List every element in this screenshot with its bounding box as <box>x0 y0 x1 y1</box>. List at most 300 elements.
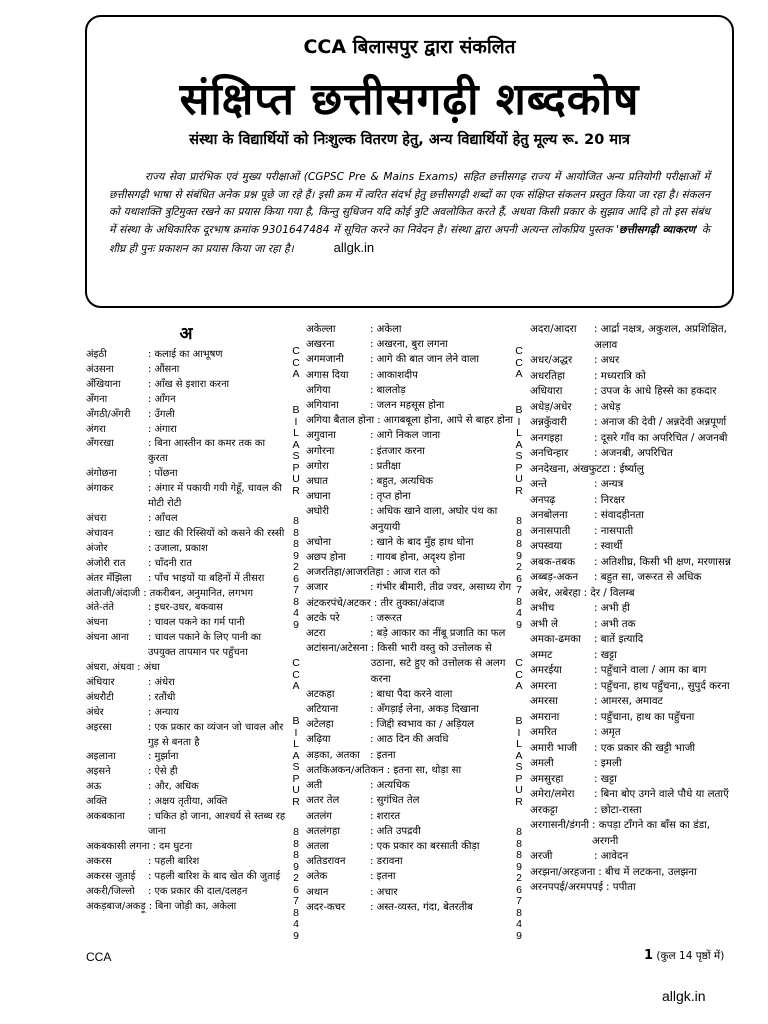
entry-meaning: : अभी ही <box>594 601 735 617</box>
dictionary-entry <box>530 446 735 462</box>
entry-word: अक्ति <box>86 796 108 808</box>
entry-word: अदर-कचर <box>306 901 346 913</box>
dictionary-entry <box>530 679 735 695</box>
entry-meaning: : अखरना, बुरा लगना <box>370 337 516 352</box>
entry-word: अकरी/जिल्लो <box>86 885 135 897</box>
dictionary-entry <box>530 880 735 896</box>
entry-word: अकबकासी लगना <box>86 840 150 852</box>
entry-word: अड़का, अतका <box>306 749 360 761</box>
entry-word: अगोरना <box>306 445 335 457</box>
dictionary-entry <box>86 393 286 408</box>
entry-word: अचोना <box>306 536 331 548</box>
dictionary-entry <box>86 780 286 795</box>
entry-meaning: : जरूरत <box>370 611 516 626</box>
dictionary-entry <box>86 378 286 393</box>
entry-word: अमराना <box>530 710 560 723</box>
dictionary-entry <box>86 855 286 870</box>
entry-word: अमरित <box>530 726 557 738</box>
dictionary-column-1 <box>86 322 286 914</box>
entry-meaning: : खट्टा <box>594 648 735 664</box>
page-title: संक्षिप्त छत्तीसगढ़ी शब्दकोष <box>179 74 640 125</box>
entry-word: अकेल्ला <box>306 324 336 335</box>
dictionary-column-3 <box>530 322 735 896</box>
entry-word: अरजी <box>530 850 553 862</box>
entry-word: अटियाना <box>306 704 339 716</box>
dictionary-entry <box>530 632 735 648</box>
entry-meaning: : अन्यत्र <box>594 477 735 493</box>
entry-meaning: : पहली बारिश <box>148 855 286 870</box>
entry-meaning: : बीच में लटकना, उलझना <box>598 865 735 881</box>
entry-meaning: : अंधा <box>137 661 286 676</box>
dictionary-entry <box>306 793 516 808</box>
entry-word: अंताजी/अंदाजी <box>86 587 141 599</box>
entry-word: अनासपाती <box>530 524 571 537</box>
entry-word: अतकिअकन/अतिकन <box>306 764 384 776</box>
dictionary-entry <box>530 648 735 664</box>
entry-meaning: : कपड़ा टाँगने का बाँस का डंडा, अरगनी <box>592 818 735 849</box>
entry-word: अरगासनी/डंगनी <box>530 819 590 831</box>
entry-word: अतलंग <box>306 810 332 822</box>
entry-word: अघोरी <box>306 506 330 518</box>
dictionary-entry <box>306 885 516 900</box>
dictionary-entry <box>530 570 735 586</box>
entry-word: अतिडरावन <box>306 856 346 868</box>
entry-meaning: : शरारत <box>370 809 516 824</box>
dictionary-entry <box>530 524 735 540</box>
entry-word: अंचरा <box>86 512 107 524</box>
entry-word: अती <box>306 780 323 792</box>
entry-word: अंतर मँझिला <box>86 572 132 584</box>
dictionary-entry <box>306 337 516 352</box>
dictionary-entry <box>530 710 735 726</box>
dictionary-entry <box>306 444 516 459</box>
header-site-link[interactable]: allgk.in <box>333 240 375 255</box>
dictionary-entry <box>530 787 735 803</box>
entry-word: अढ़िया <box>306 734 331 746</box>
entry-word: अंटकरपंचे/अटकर <box>306 597 371 609</box>
dictionary-entry <box>530 462 735 478</box>
entry-word: अन्ते <box>530 478 547 490</box>
dictionary-entry <box>86 572 286 587</box>
entry-word: अइलाना <box>86 751 116 763</box>
entry-word: अगास दिया <box>306 369 349 381</box>
side-label-phone: 8 8 8 9 2 6 7 8 4 9 <box>516 826 522 942</box>
entry-word: अँखियाना <box>86 378 121 390</box>
entry-word: अँगठी/अँगरी <box>86 408 131 420</box>
dictionary-entry <box>530 601 735 617</box>
entry-meaning: : अस्त-व्यस्त, गंदा, बेतरतीब <box>370 900 516 915</box>
entry-word: अजरतिहा/आजरतिहा <box>306 567 384 579</box>
side-label-city: B I L A S P U R <box>515 715 523 808</box>
entry-meaning: : अभी तक <box>594 617 735 633</box>
entry-meaning: : बड़े आकार का नींबू प्रजाति का फल <box>370 626 516 641</box>
side-label-phone: 8 8 8 9 2 6 7 8 4 9 <box>293 515 299 631</box>
entry-meaning: : और, अधिक <box>148 780 286 795</box>
entry-meaning: : देर / विलम्ब <box>584 586 735 602</box>
entry-meaning: : ईर्ष्यालु <box>613 462 735 478</box>
entry-word: अरझना/अरहजना <box>530 865 596 878</box>
entry-meaning: : जिद्दी स्वभाव का / अड़ियल <box>370 717 516 732</box>
dictionary-entry <box>530 508 735 524</box>
dictionary-entry <box>306 565 516 580</box>
entry-word: अकबकाना <box>86 811 125 823</box>
entry-meaning: : बहुत, अत्यधिक <box>370 474 516 489</box>
entry-word: अमेरा/लमेरा <box>530 788 575 800</box>
entry-meaning: : चावल पकने का गर्म पानी <box>148 616 286 631</box>
dictionary-entry <box>530 353 735 369</box>
entry-meaning: : एक प्रकार की खट्टी भाजी <box>594 741 735 757</box>
entry-meaning: : चकित हो जाना, आश्चर्य से स्तब्ध रह जाना <box>148 810 286 840</box>
dictionary-entry <box>306 398 516 413</box>
entry-word: अधेड़/अधेर <box>530 400 572 413</box>
dictionary-entry <box>86 587 286 602</box>
dictionary-entry <box>306 535 516 550</box>
entry-word: अनगइहा <box>530 431 563 444</box>
dictionary-entry <box>86 900 286 915</box>
entry-word: अकरस जुताई <box>86 870 136 882</box>
entry-word: अइरसा <box>86 721 112 733</box>
entry-word: अरनपपई/अरमपपई <box>530 881 604 893</box>
entry-meaning: : ऐसे ही <box>148 765 286 780</box>
dictionary-entry <box>530 725 735 741</box>
entry-meaning: : उजाला, प्रकाश <box>148 542 286 557</box>
entry-meaning: : आगे निकल जाना <box>370 428 516 443</box>
entry-word: अजार <box>306 582 328 594</box>
entry-meaning: : पहुँचना, हाथ पहुँचना,, सुपुर्द करना <box>594 679 735 695</box>
dictionary-entry <box>86 557 286 572</box>
entry-word: अंधियार <box>86 676 115 688</box>
dictionary-entry <box>86 795 286 810</box>
entry-word: अंचावन <box>86 527 114 539</box>
entry-meaning: : अंधेरा <box>148 676 286 691</box>
entry-meaning: : तृप्त होना <box>370 489 516 504</box>
entry-meaning: : अत्यधिक <box>370 778 516 793</box>
dictionary-entry <box>86 616 286 631</box>
dictionary-entry <box>86 437 286 467</box>
entry-meaning: : डरावना <box>370 854 516 869</box>
side-label-cca: C C A <box>515 345 523 380</box>
dictionary-entry <box>306 763 516 778</box>
entry-meaning: : कलाई का आभूषण <box>148 348 286 363</box>
entry-word: अंउसना <box>86 363 114 375</box>
entry-word: अघाना <box>306 491 331 503</box>
entry-meaning: : पहुँचाना, हाथ का पहुँचना <box>594 710 735 726</box>
side-label-cca: C C A <box>515 657 523 692</box>
entry-meaning: : बिना बोए उगने वाले पौधे या लताएँ <box>594 787 735 803</box>
entry-word: अनदेखना, अंखफुटटा <box>530 462 610 475</box>
entry-meaning: : दूसरे गाँव का अपरिचित / अजनबी <box>594 431 735 447</box>
dictionary-entry <box>306 596 516 611</box>
entry-word: अगिया <box>306 384 331 396</box>
entry-meaning: : आगे की बात जान लेने वाला <box>370 352 516 367</box>
entry-word: अघात <box>306 476 329 488</box>
entry-word: अइसने <box>86 766 111 778</box>
dictionary-entry <box>530 555 735 571</box>
entry-meaning: : पपीता <box>606 880 735 896</box>
entry-word: अभी ले <box>530 617 559 630</box>
entry-word: अटेलहा <box>306 719 334 731</box>
entry-meaning: : आँचल <box>148 512 286 527</box>
entry-word: अंधरौटी <box>86 691 114 703</box>
dictionary-entry <box>530 431 735 447</box>
dictionary-entry <box>86 661 286 676</box>
dictionary-entry <box>86 408 286 423</box>
dictionary-entry <box>86 765 286 780</box>
dictionary-entry <box>306 778 516 793</box>
entry-meaning: : तीर तुक्का/अंदाज <box>374 596 516 611</box>
entry-word: अनबोलना <box>530 509 568 521</box>
dictionary-entry <box>86 885 286 900</box>
entry-word: अंते-तंते <box>86 602 114 614</box>
dictionary-entry <box>530 865 735 881</box>
entry-word: अंइठी <box>86 349 107 360</box>
page-number-value: 1 <box>644 948 654 963</box>
entry-meaning: : आँगन <box>148 393 286 408</box>
dictionary-entry <box>306 869 516 884</box>
entry-meaning: : अधर <box>594 353 735 369</box>
dictionary-entry <box>86 542 286 557</box>
dictionary-entry <box>530 322 735 353</box>
dictionary-entry <box>86 721 286 751</box>
entry-meaning: : खट्टा <box>594 772 735 788</box>
entry-word: अन्नकुँवारी <box>530 416 567 428</box>
entry-meaning: : इतना <box>370 869 516 884</box>
dictionary-entry <box>306 368 516 383</box>
footer-site-link[interactable]: allgk.in <box>662 988 706 1004</box>
side-label-phone: 8 8 8 9 2 6 7 8 4 9 <box>293 826 299 942</box>
dictionary-entry <box>306 641 516 687</box>
entry-word: अंजोर <box>86 542 108 554</box>
entry-meaning: : इतना <box>370 748 516 763</box>
entry-meaning: : आगबबूला होना, आपे से बाहर होना <box>377 413 516 428</box>
intro-text-1: राज्य सेवा प्रारंभिक एवं मुख्य परीक्षाओं (CGPSC Pre & Mains Exams) सहित छत्तीसगढ़ राज्य में आयोजित अन्य प्रतियोगी परीक्षाओं में छत्तीसगढ़ी भाषा से संबंधित अनेक प्रश्न पूछे जा रहे हैं। इसी क्रम में त्वरित संदर्भ हेतु छत्तीसगढ़ी शब्दों का एक संक्षिप्त संकलन प्रस्तुत किया जा रहा है। संकलन को यथाशक्ति त्रुटिमुक्त रखने का प्रयास किया गया है, किन्तु सुधिजन यदि कोई त्रुटि अवलोकित करते हैं, अथवा किसी प्रकार के सुझाव आदि हो तो इस संबंध में संस्था के अधिकारिक दूरभाष क्रमांक 9301647484 में सूचित करने का निवेदन है। संस्था द्वारा अपनी अत्यन्त लोकप्रिय पुस्तक ' <box>109 171 710 236</box>
entry-meaning: : अक्षय तृतीया, अक्ति <box>148 795 286 810</box>
entry-meaning: : आज रात को <box>386 565 516 580</box>
entry-meaning: : अंगार में पकायी गयी गेहूँ, चावल की मोटी रोटी <box>148 482 286 512</box>
dictionary-entry <box>86 363 286 378</box>
entry-meaning: : सुगंधित तेल <box>370 793 516 808</box>
entry-word: अमका-ढमका <box>530 633 581 645</box>
entry-meaning: : अधिक खाने वाला, अघोर पंथ का अनुयायी <box>370 504 516 534</box>
entry-meaning: : खाट की रिस्सियों को कसने की रस्सी <box>148 527 286 542</box>
dictionary-entry <box>86 527 286 542</box>
entry-word: अथान <box>306 886 329 898</box>
dictionary-entry <box>530 400 735 416</box>
entry-word: अमसुरहा <box>530 772 564 785</box>
dictionary-entry <box>86 601 286 616</box>
entry-meaning: : रतौंधी <box>148 691 286 706</box>
entry-meaning: : अतिशीघ्र, किसी भी क्षण, मरणासन्न <box>594 555 735 571</box>
price-line: संस्था के विद्यार्थियों को निःशुल्क वितरण हेतु, अन्य विद्यार्थियों हेतु मूल्य रू. 20 मात्र <box>189 132 630 148</box>
dictionary-entry <box>306 687 516 702</box>
entry-word: अमली <box>530 757 554 769</box>
dictionary-entry <box>530 803 735 819</box>
dictionary-entry <box>306 809 516 824</box>
entry-meaning: : बालतोड़ <box>370 383 516 398</box>
entry-word: अगोरा <box>306 460 329 472</box>
entry-meaning: : आकाशदीप <box>370 368 516 383</box>
entry-meaning: : आवेदन <box>594 849 735 865</box>
entry-word: अटांसना/अटेसना <box>306 643 368 655</box>
dictionary-entry <box>306 824 516 839</box>
dictionary-entry <box>86 691 286 706</box>
entry-meaning: : अचार <box>370 885 516 900</box>
entry-meaning: : एक प्रकार का व्यंजन जो चावल और गुड़ से बनता है <box>148 721 286 751</box>
entry-meaning: : अनाज की देवी / अन्नदेवी अन्नपूर्णा <box>594 415 735 431</box>
dictionary-entry <box>530 539 735 555</box>
entry-meaning: : दम घुटना <box>153 840 286 855</box>
page-number <box>644 948 724 963</box>
entry-meaning: : स्वार्थी <box>594 539 735 555</box>
dictionary-entry <box>86 631 286 661</box>
dictionary-entry <box>530 477 735 493</box>
entry-meaning: : अधेड़ <box>594 400 735 416</box>
entry-meaning: : अन्याय <box>148 706 286 721</box>
dictionary-entry <box>86 810 286 840</box>
entry-meaning: : उँगली <box>148 408 286 423</box>
entry-meaning: : औंसना <box>148 363 286 378</box>
dictionary-entry <box>530 663 735 679</box>
entry-word: अपस्वया <box>530 540 563 552</box>
side-label-phone: 8 8 8 9 2 6 7 8 4 9 <box>516 515 522 631</box>
entry-word: अँगरखा <box>86 438 114 450</box>
entry-meaning: : उपज के आधे हिस्से का हकदार <box>594 384 735 400</box>
dictionary-entry <box>530 415 735 431</box>
entry-meaning: : आठ दिन की अवधि <box>370 732 516 747</box>
entry-word: अंजोरी रात <box>86 557 126 569</box>
dictionary-column-2 <box>306 322 516 915</box>
dictionary-entry <box>306 489 516 504</box>
side-label-city: B I L A S P U R <box>292 715 300 808</box>
dictionary-entry <box>86 750 286 765</box>
entry-meaning: : अजनबी, अपरिचित <box>594 446 735 462</box>
dictionary-entry <box>530 586 735 602</box>
entry-meaning: : बिना जोड़ी का, अकेला <box>149 900 286 915</box>
entry-meaning: : पहुँचाने वाला / आम का बाग <box>594 663 735 679</box>
entry-meaning: : इंतजार करना <box>370 444 516 459</box>
entry-word: अंधरा, अंधवा <box>86 662 135 674</box>
entry-word: अगियाना <box>306 400 339 412</box>
entry-meaning: : बाधा पैदा करने वाला <box>370 687 516 702</box>
entry-word: अभीच <box>530 602 555 614</box>
dictionary-entry <box>530 617 735 633</box>
entry-word: अंगरा <box>86 423 106 435</box>
entry-word: अबक-तबक <box>530 555 576 568</box>
entry-word: अटकहा <box>306 688 335 700</box>
dictionary-entry <box>306 702 516 717</box>
entry-word: अधर/अद्धर <box>530 354 573 366</box>
entry-meaning: : चावल पकाने के लिए पानी का उपयुक्त तापमान पर पहुँचना <box>148 631 286 661</box>
dictionary-entry <box>306 854 516 869</box>
entry-word: अखरना <box>306 339 335 351</box>
entry-word: अतला <box>306 840 329 852</box>
entry-meaning: : एक प्रकार का बरसाती कीड़ा <box>370 839 516 854</box>
entry-word: अनचिन्हार <box>530 447 569 459</box>
entry-meaning: : मुर्झाना <box>148 750 286 765</box>
entry-word: अंधना आना <box>86 632 129 644</box>
dictionary-entry <box>306 900 516 915</box>
entry-word: अतर तेल <box>306 795 340 807</box>
entry-word: अऊ <box>86 781 102 793</box>
dictionary-entry <box>530 818 735 849</box>
entry-meaning: : गंभीर बीमारी, तीव्र ज्वर, असाध्य रोग <box>370 580 516 595</box>
entry-word: अगिया बैताल होना <box>306 415 375 427</box>
entry-meaning: : मध्यरात्रि को <box>594 369 735 385</box>
entry-word: अँगना <box>86 393 108 405</box>
entry-meaning: : खाने के बाद मुँह हाथ धोना <box>370 535 516 550</box>
entry-meaning: : चाँदनी रात <box>148 557 286 572</box>
dictionary-entry <box>86 482 286 512</box>
compiled-by: CCA बिलासपुर द्वारा संकलित <box>303 36 516 58</box>
entry-meaning: : आर्द्रा नक्षत्र, अकुशल, अप्रशिक्षित, अलाव <box>594 322 735 353</box>
side-label-city: B I L A S P U R <box>515 404 523 497</box>
intro-text-2: ' के शीघ्र ही पुनः प्रकाशन का प्रयास किया जा रहा है। <box>109 223 710 255</box>
dictionary-entry <box>86 512 286 527</box>
entry-word: अमरसा <box>530 695 558 707</box>
dictionary-entry <box>306 550 516 565</box>
dictionary-entry <box>306 504 516 534</box>
entry-meaning: : अँगड़ाई लेना, अकड़ दिखाना <box>370 702 516 717</box>
entry-meaning: : इतना सा, थोड़ा सा <box>387 763 516 778</box>
entry-meaning: : निरक्षर <box>594 493 735 509</box>
entry-word: अबेर, अबेरहा <box>530 586 581 599</box>
dictionary-entry <box>306 580 516 595</box>
entry-word: अतलंगहा <box>306 825 340 837</box>
dictionary-entry <box>86 423 286 438</box>
dictionary-entry <box>530 384 735 400</box>
entry-meaning: : नासपाती <box>594 524 735 540</box>
entry-meaning: : आँख से इशारा करना <box>148 378 286 393</box>
dictionary-entry <box>86 676 286 691</box>
entry-meaning: : जलन महसूस होना <box>370 398 516 413</box>
dictionary-entry <box>306 839 516 854</box>
dictionary-entry <box>530 772 735 788</box>
entry-word: अंगाकर <box>86 483 114 495</box>
entry-word: अकड़बाज/अकड़ू <box>86 900 146 912</box>
entry-meaning: : बिना आस्तीन का कमर तक का कुरता <box>148 437 286 467</box>
entry-meaning: : अंगारा <box>148 423 286 438</box>
entry-word: अम्मट <box>530 648 553 661</box>
dictionary-entry <box>86 706 286 721</box>
entry-meaning: : एक प्रकार की दाल/दलहन <box>148 885 286 900</box>
page-note: (कुल 14 पृष्ठों में) <box>656 950 725 962</box>
entry-meaning: : पाँच भाइयों या बहिनों में तीसरा <box>148 572 286 587</box>
entry-meaning: : किसी भारी वस्तु को उत्तोलक से उठाना, सटे हुए को उत्तोलक से अलग करना <box>371 641 516 687</box>
dictionary-entry <box>306 383 516 398</box>
dictionary-entry <box>306 428 516 443</box>
dictionary-entry <box>306 732 516 747</box>
dictionary-entry <box>530 369 735 385</box>
entry-word: अरकट्टा <box>530 803 558 816</box>
entry-word: अधियारा <box>530 385 563 397</box>
entry-meaning: : इधर-उधर, बकवास <box>148 601 286 616</box>
side-label-cca: C C A <box>292 345 300 380</box>
entry-word: अंधना <box>86 617 108 629</box>
entry-meaning: : पोंछना <box>148 467 286 482</box>
entry-word: अनपढ़ <box>530 493 556 506</box>
entry-meaning: : तकरीबन, अनुमानित, लगभग <box>143 587 286 602</box>
entry-word: अगमजानी <box>306 354 344 366</box>
entry-meaning: : इमली <box>594 756 735 772</box>
dictionary-entry <box>306 322 516 337</box>
dictionary-entry <box>86 870 286 885</box>
dictionary-entry <box>530 849 735 865</box>
entry-word: अंधेर <box>86 706 104 718</box>
dictionary-entry <box>306 352 516 367</box>
side-label-cca: C C A <box>292 657 300 692</box>
dictionary-entry <box>306 459 516 474</box>
entry-word: अमरईया <box>530 664 562 676</box>
